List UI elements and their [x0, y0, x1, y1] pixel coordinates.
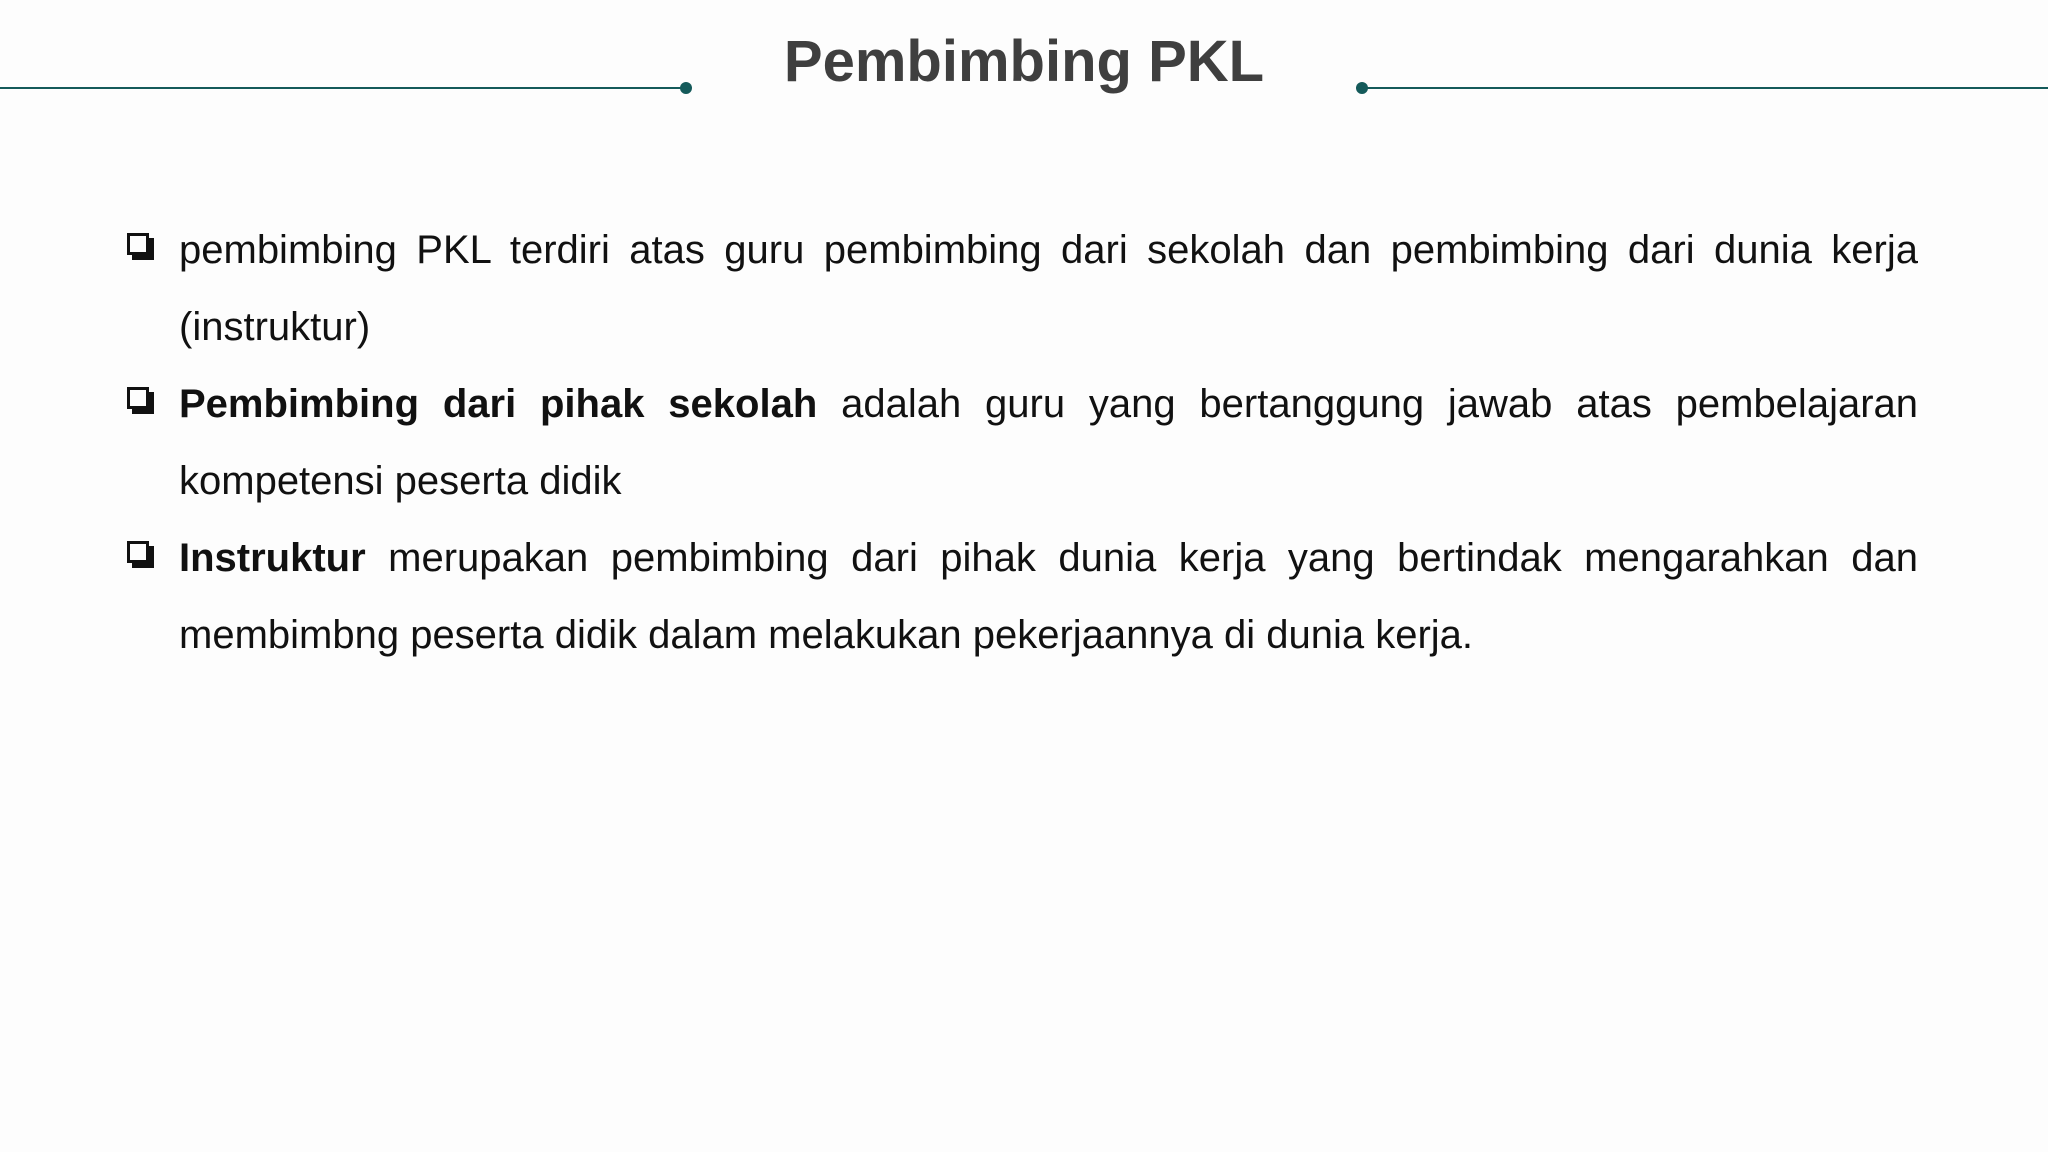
checkbox-bullet-icon — [127, 233, 149, 255]
bullet-item — [124, 366, 1918, 520]
bullet-text: pembimbing PKL terdiri atas guru pembimbing dari sekolah dan pembimbing dari dunia kerja (instruktur) — [179, 228, 1918, 349]
slide-title: Pembimbing PKL — [783, 29, 1265, 94]
bullet-text: merupakan pembimbing dari pihak dunia kerja yang bertindak mengarahkan dan membimbng peserta didik dalam melakukan pekerjaannya di dunia kerja. — [179, 536, 1918, 657]
bullet-list — [124, 212, 1918, 674]
bullet-item — [124, 212, 1918, 366]
checkbox-bullet-icon — [127, 387, 149, 409]
bullet-item — [124, 520, 1918, 674]
checkbox-bullet-icon — [127, 541, 149, 563]
bullet-bold-term: Pembimbing dari pihak sekolah — [179, 382, 818, 426]
bullet-text: adalah guru yang bertanggung jawab atas pembelajaran kompetensi peserta didik — [179, 382, 1919, 503]
bullet-bold-term: Instruktur — [179, 536, 366, 580]
